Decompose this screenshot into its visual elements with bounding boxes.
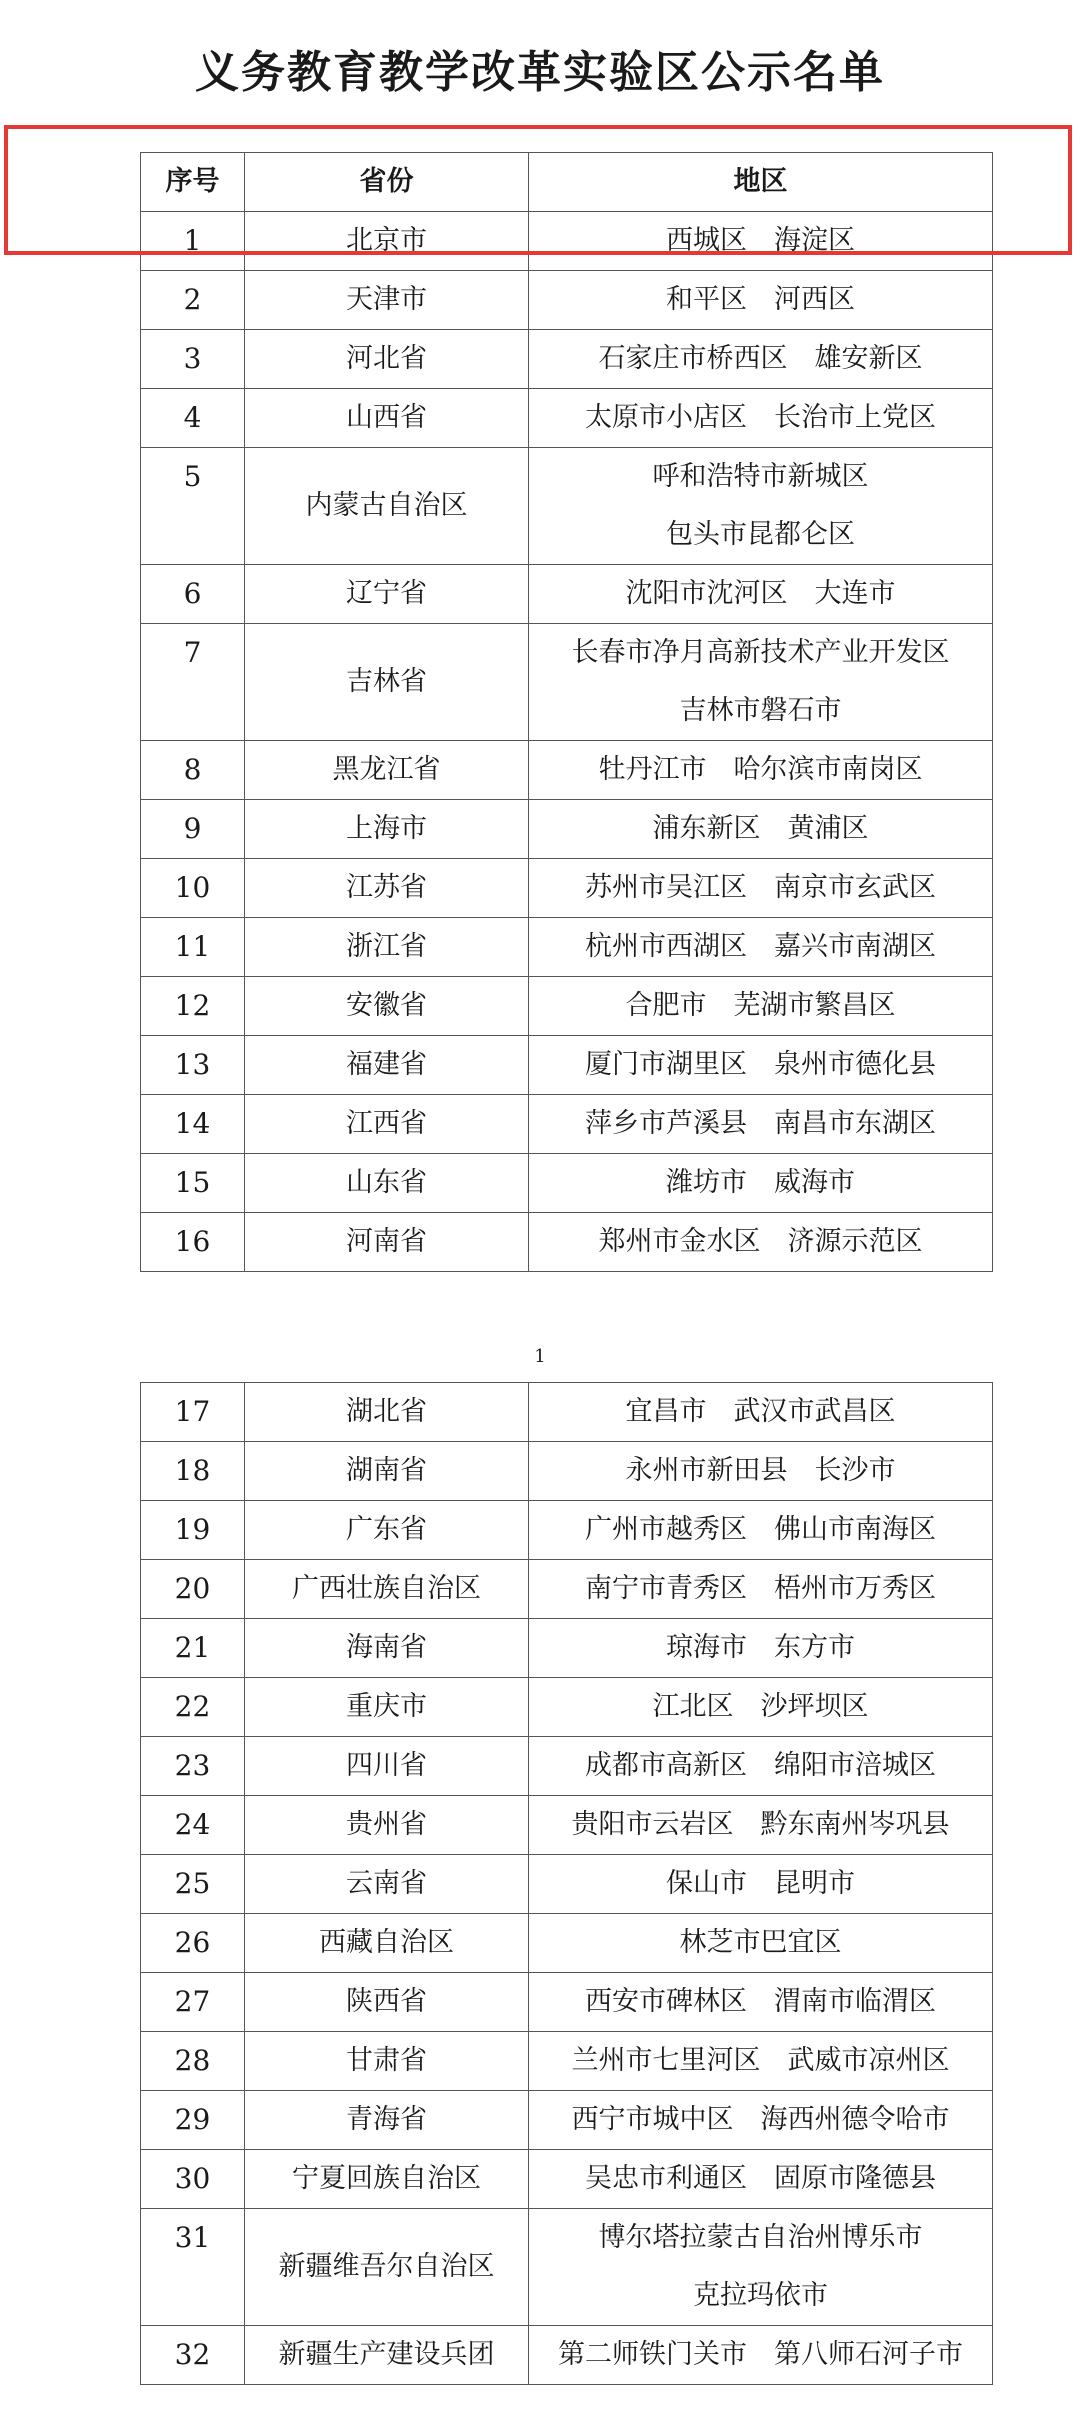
region-line: 郑州市金水区 济源示范区	[598, 1226, 923, 1257]
province-cell: 海南省	[245, 1619, 529, 1678]
region-cell	[529, 1213, 993, 1272]
province-cell: 新疆维吾尔自治区	[245, 2209, 529, 2326]
province-cell: 安徽省	[245, 977, 529, 1036]
table-row	[141, 800, 993, 859]
province-cell: 吉林省	[245, 624, 529, 741]
region-cell	[529, 2091, 993, 2150]
region-cell	[529, 2150, 993, 2209]
row-number: 23	[141, 1737, 245, 1796]
table-row	[141, 1678, 993, 1737]
table-row	[141, 2032, 993, 2091]
table-row	[141, 859, 993, 918]
province-cell: 黑龙江省	[245, 741, 529, 800]
region-cell	[529, 1737, 993, 1796]
region-cell	[529, 2032, 993, 2091]
page-title: 义务教育教学改革实验区公示名单	[195, 47, 885, 98]
province-cell: 天津市	[245, 271, 529, 330]
region-line: 太原市小店区 长治市上党区	[585, 402, 936, 433]
region-cell	[529, 330, 993, 389]
region-line: 石家庄市桥西区 雄安新区	[598, 343, 923, 374]
province-cell: 河南省	[245, 1213, 529, 1272]
region-line: 永州市新田县 长沙市	[625, 1455, 896, 1486]
row-number: 4	[141, 389, 245, 448]
table-row	[141, 1213, 993, 1272]
region-line: 和平区 河西区	[666, 284, 855, 315]
row-number: 5	[141, 448, 245, 565]
table-row	[141, 1855, 993, 1914]
region-line: 呼和浩特市新城区	[652, 461, 869, 492]
table-header-row	[141, 153, 993, 212]
region-cell	[529, 1796, 993, 1855]
table-row	[141, 448, 993, 565]
province-cell: 新疆生产建设兵团	[245, 2326, 529, 2385]
region-line: 包头市昆都仑区	[666, 519, 855, 550]
province-cell: 山西省	[245, 389, 529, 448]
region-cell	[529, 271, 993, 330]
row-number: 27	[141, 1973, 245, 2032]
row-number: 9	[141, 800, 245, 859]
row-number: 3	[141, 330, 245, 389]
region-line: 杭州市西湖区 嘉兴市南湖区	[585, 931, 936, 962]
region-line: 第二师铁门关市 第八师石河子市	[558, 2339, 963, 2370]
province-cell: 江苏省	[245, 859, 529, 918]
row-number: 26	[141, 1914, 245, 1973]
province-cell: 宁夏回族自治区	[245, 2150, 529, 2209]
region-cell	[529, 1442, 993, 1501]
row-number: 18	[141, 1442, 245, 1501]
region-cell	[529, 859, 993, 918]
province-cell: 浙江省	[245, 918, 529, 977]
row-number: 16	[141, 1213, 245, 1272]
region-line: 克拉玛依市	[693, 2280, 828, 2311]
province-cell: 四川省	[245, 1737, 529, 1796]
region-cell	[529, 1501, 993, 1560]
region-cell	[529, 1154, 993, 1213]
region-line: 贵阳市云岩区 黔东南州岑巩县	[571, 1809, 950, 1840]
province-cell: 甘肃省	[245, 2032, 529, 2091]
row-number: 20	[141, 1560, 245, 1619]
region-cell	[529, 2326, 993, 2385]
table-row	[141, 565, 993, 624]
region-cell	[529, 1383, 993, 1442]
row-number: 13	[141, 1036, 245, 1095]
region-line: 西安市碑林区 渭南市临渭区	[585, 1986, 936, 2017]
region-line: 合肥市 芜湖市繁昌区	[625, 990, 896, 1021]
table-row	[141, 389, 993, 448]
province-cell: 西藏自治区	[245, 1914, 529, 1973]
region-line: 江北区 沙坪坝区	[652, 1691, 869, 1722]
table-row	[141, 1796, 993, 1855]
table-row	[141, 1914, 993, 1973]
table-row	[141, 741, 993, 800]
header-num: 序号	[141, 153, 245, 212]
province-cell: 青海省	[245, 2091, 529, 2150]
row-number: 2	[141, 271, 245, 330]
region-line: 西城区 海淀区	[666, 225, 855, 256]
table-row	[141, 271, 993, 330]
table-row	[141, 1036, 993, 1095]
header-province: 省份	[245, 153, 529, 212]
table-row	[141, 330, 993, 389]
region-line: 林芝市巴宜区	[679, 1927, 842, 1958]
table-row	[141, 977, 993, 1036]
region-cell	[529, 389, 993, 448]
region-cell	[529, 624, 993, 741]
table-row	[141, 1560, 993, 1619]
region-cell	[529, 1560, 993, 1619]
row-number: 28	[141, 2032, 245, 2091]
region-line: 吉林市磐石市	[679, 695, 842, 726]
region-line: 西宁市城中区 海西州德令哈市	[571, 2104, 950, 2135]
table-row	[141, 1383, 993, 1442]
region-cell	[529, 977, 993, 1036]
table-row	[141, 1973, 993, 2032]
region-line: 苏州市吴江区 南京市玄武区	[585, 872, 936, 903]
row-number: 8	[141, 741, 245, 800]
row-number: 32	[141, 2326, 245, 2385]
row-number: 6	[141, 565, 245, 624]
region-cell	[529, 1678, 993, 1737]
table-row	[141, 918, 993, 977]
region-line: 萍乡市芦溪县 南昌市东湖区	[585, 1108, 936, 1139]
table-row	[141, 1501, 993, 1560]
region-line: 南宁市青秀区 梧州市万秀区	[585, 1573, 936, 1604]
row-number: 21	[141, 1619, 245, 1678]
row-number: 22	[141, 1678, 245, 1737]
province-cell: 陕西省	[245, 1973, 529, 2032]
table-row	[141, 624, 993, 741]
region-cell	[529, 565, 993, 624]
region-cell	[529, 1914, 993, 1973]
table-row	[141, 1737, 993, 1796]
region-line: 潍坊市 威海市	[666, 1167, 855, 1198]
region-line: 成都市高新区 绵阳市涪城区	[585, 1750, 936, 1781]
row-number: 30	[141, 2150, 245, 2209]
province-cell: 广东省	[245, 1501, 529, 1560]
region-line: 沈阳市沈河区 大连市	[625, 578, 896, 609]
region-cell	[529, 1973, 993, 2032]
experiment-zone-table-part-1	[140, 152, 993, 1272]
table-row	[141, 2150, 993, 2209]
region-line: 宜昌市 武汉市武昌区	[625, 1396, 896, 1427]
province-cell: 北京市	[245, 212, 529, 271]
row-number: 14	[141, 1095, 245, 1154]
row-number: 11	[141, 918, 245, 977]
region-line: 吴忠市利通区 固原市隆德县	[585, 2163, 936, 2194]
page-number: 1	[534, 1346, 546, 1367]
province-cell: 福建省	[245, 1036, 529, 1095]
province-cell: 湖北省	[245, 1383, 529, 1442]
table-row	[141, 1442, 993, 1501]
experiment-zone-table-part-2	[140, 1382, 993, 2385]
region-cell	[529, 1095, 993, 1154]
province-cell: 辽宁省	[245, 565, 529, 624]
region-cell	[529, 1036, 993, 1095]
region-line: 长春市净月高新技术产业开发区	[571, 637, 950, 668]
region-line: 兰州市七里河区 武威市凉州区	[571, 2045, 950, 2076]
region-cell	[529, 918, 993, 977]
region-line: 保山市 昆明市	[666, 1868, 855, 1899]
province-cell: 广西壮族自治区	[245, 1560, 529, 1619]
row-number: 7	[141, 624, 245, 741]
region-cell	[529, 1619, 993, 1678]
table-row	[141, 1619, 993, 1678]
region-line: 牡丹江市 哈尔滨市南岗区	[598, 754, 923, 785]
province-cell: 云南省	[245, 1855, 529, 1914]
row-number: 19	[141, 1501, 245, 1560]
row-number: 12	[141, 977, 245, 1036]
province-cell: 湖南省	[245, 1442, 529, 1501]
table-row	[141, 2091, 993, 2150]
province-cell: 贵州省	[245, 1796, 529, 1855]
province-cell: 江西省	[245, 1095, 529, 1154]
province-cell: 河北省	[245, 330, 529, 389]
region-cell	[529, 741, 993, 800]
row-number: 29	[141, 2091, 245, 2150]
table-row	[141, 1154, 993, 1213]
region-cell	[529, 2209, 993, 2326]
row-number: 31	[141, 2209, 245, 2326]
row-number: 17	[141, 1383, 245, 1442]
table-row	[141, 2209, 993, 2326]
region-cell	[529, 448, 993, 565]
region-cell	[529, 1855, 993, 1914]
province-cell: 重庆市	[245, 1678, 529, 1737]
province-cell: 上海市	[245, 800, 529, 859]
row-number: 15	[141, 1154, 245, 1213]
table-row	[141, 2326, 993, 2385]
region-line: 厦门市湖里区 泉州市德化县	[585, 1049, 936, 1080]
row-number: 24	[141, 1796, 245, 1855]
row-number: 25	[141, 1855, 245, 1914]
province-cell: 内蒙古自治区	[245, 448, 529, 565]
table-row	[141, 212, 993, 271]
row-number: 1	[141, 212, 245, 271]
region-line: 广州市越秀区 佛山市南海区	[585, 1514, 936, 1545]
header-region: 地区	[529, 153, 993, 212]
region-line: 琼海市 东方市	[666, 1632, 855, 1663]
table-row	[141, 1095, 993, 1154]
region-line: 浦东新区 黄浦区	[652, 813, 869, 844]
region-line: 博尔塔拉蒙古自治州博乐市	[598, 2222, 923, 2253]
region-cell	[529, 800, 993, 859]
province-cell: 山东省	[245, 1154, 529, 1213]
region-cell	[529, 212, 993, 271]
row-number: 10	[141, 859, 245, 918]
